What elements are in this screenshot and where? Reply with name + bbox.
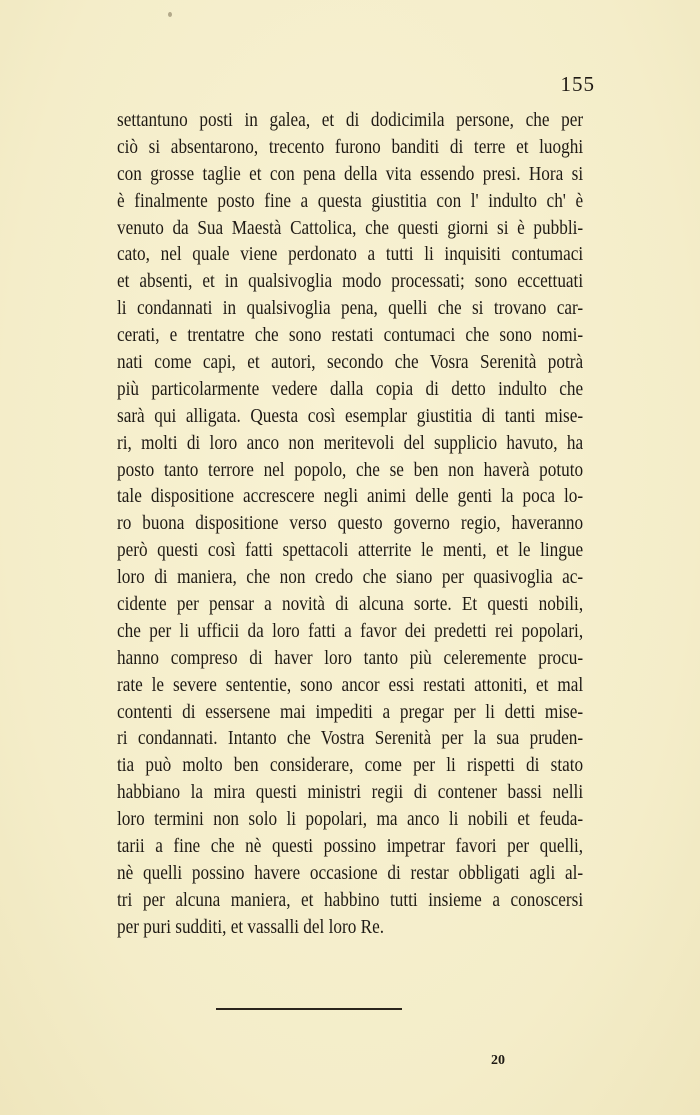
paper-speck <box>168 12 172 17</box>
text-line: è finalmente posto fine a questa giustitia con l' indulto ch' è <box>117 189 584 212</box>
section-divider <box>216 1008 402 1010</box>
text-line: con grosse taglie et con pena della vita essendo presi. Hora si <box>117 162 584 185</box>
text-line: tri per alcuna maniera, et habbino tutti insieme a conoscersi <box>117 888 584 911</box>
text-line: nè quelli possino havere occasione di restar obbligati agli al- <box>117 861 584 884</box>
text-line: loro di maniera, che non credo che siano per quasivoglia ac- <box>117 566 584 589</box>
text-line: tia può molto ben considerare, come per li rispetti di stato <box>117 754 584 777</box>
text-line: ro buona dispositione verso questo governo regio, haveranno <box>117 512 584 535</box>
text-line: però questi così fatti spettacoli atterrite le menti, et le lingue <box>117 539 584 562</box>
text-line: habbiano la mira questi ministri regii di contener bassi nelli <box>117 781 584 804</box>
text-line: tarii a fine che nè questi possino impetrar favori per quelli, <box>117 835 584 858</box>
page-number: 155 <box>560 72 595 96</box>
text-line: che per li ufficii da loro fatti a favor dei predetti rei popolari, <box>117 619 584 642</box>
text-line: sarà qui alligata. Questa così esemplar giustitia di tanti mise- <box>117 404 584 427</box>
text-line: ri condannati. Intanto che Vostra Serenità per la sua pruden- <box>117 727 584 750</box>
text-line: più particolarmente vedere dalla copia di detto indulto che <box>117 377 584 400</box>
text-line: li condannati in qualsivoglia pena, quelli che si trovano car- <box>117 297 584 320</box>
text-line: settantuno posti in galea, et di dodicimila persone, che per <box>117 109 584 131</box>
text-line: contenti di essersene mai impediti a pregar per li detti mise- <box>117 700 584 723</box>
text-line: loro termini non solo li popolari, ma anco li nobili et feuda- <box>117 808 584 831</box>
text-line: tale dispositione accrescere negli animi delle genti la poca lo- <box>117 485 584 508</box>
text-line: hanno compreso di haver loro tanto più celeremente procu- <box>117 646 584 669</box>
signature-mark: 20 <box>491 1053 505 1068</box>
text-line: venuto da Sua Maestà Cattolica, che questi giorni si è pubbli- <box>117 216 584 239</box>
text-line: per puri sudditi, et vassalli del loro Re. <box>117 915 385 938</box>
text-line: ciò si absentarono, trecento furono banditi di terre et luoghi <box>117 135 584 158</box>
text-line: rate le severe sententie, sono ancor essi restati attoniti, et mal <box>117 673 584 696</box>
body-text <box>117 107 583 941</box>
text-line: cerati, e trentatre che sono restati contumaci che sono nomi- <box>117 324 584 347</box>
text-line: nati come capi, et autori, secondo che Vosra Serenità potrà <box>117 351 584 374</box>
text-line: cato, nel quale viene perdonato a tutti li inquisiti contumaci <box>117 243 584 266</box>
text-line: et absenti, et in qualsivoglia modo processati; sono eccettuati <box>117 270 584 293</box>
text-line: posto tanto terrore nel popolo, che se ben non haverà potuto <box>117 458 584 481</box>
text-line: ri, molti di loro anco non meritevoli del supplicio havuto, ha <box>117 431 584 454</box>
text-line: cidente per pensar a novità di alcuna sorte. Et questi nobili, <box>117 593 584 616</box>
